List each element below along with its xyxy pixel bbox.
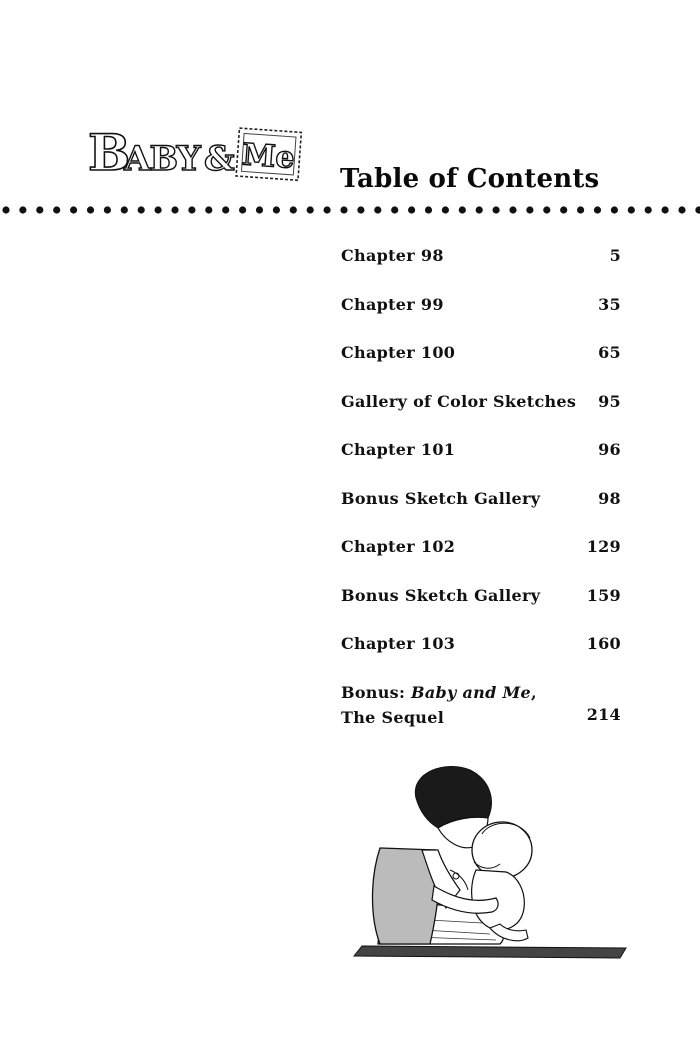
divider-dot (256, 206, 263, 213)
divider-dot (577, 206, 584, 213)
toc-entry (341, 246, 621, 295)
toc-entry-label: Bonus Sketch Gallery (341, 585, 541, 605)
bonus-prefix: Bonus: (341, 682, 412, 702)
divider-dot (19, 206, 26, 213)
logo-letter-b: B (88, 123, 131, 182)
toc-entry (341, 343, 621, 392)
divider-dot (543, 206, 550, 213)
divider-dot (509, 206, 516, 213)
divider-dot (273, 206, 280, 213)
divider-dot (408, 206, 415, 213)
divider-dot (239, 206, 246, 213)
baby-and-me-logo (86, 120, 306, 195)
divider-dot (678, 206, 685, 213)
toc-entry-page: 95 (598, 391, 621, 411)
toc-entry-label: Gallery of Color Sketches (341, 391, 577, 411)
divider-dot (205, 206, 212, 213)
toc-entry-label: Bonus Sketch Gallery (341, 488, 541, 508)
divider-dot (425, 206, 432, 213)
bonus-title-italic: Baby and Me (411, 682, 531, 702)
divider-dot (560, 206, 567, 213)
divider-dot (222, 206, 229, 213)
toc-entry-label: Chapter 102 (341, 537, 456, 556)
divider-dot (594, 206, 601, 213)
divider-dot (53, 206, 60, 213)
divider-dot (628, 206, 635, 213)
toc-entry (341, 489, 621, 538)
toc-entry-page: 98 (598, 488, 621, 508)
toc-entry (341, 634, 621, 683)
divider-dot (138, 206, 145, 213)
divider-dot (357, 206, 364, 213)
divider-dot (340, 206, 347, 213)
divider-dot (374, 206, 381, 213)
baby-head (472, 822, 532, 878)
divider-dot (2, 206, 9, 213)
logo-tag-text: Me (241, 137, 296, 176)
divider-dot (695, 206, 700, 213)
floor-mat (354, 946, 626, 958)
toc-entry-bonus (341, 683, 621, 743)
toc-entry-label: Chapter 101 (341, 440, 456, 459)
toc-entry-page: 129 (586, 537, 621, 556)
divider-dot (171, 206, 178, 213)
divider-dot (87, 206, 94, 213)
divider-dot (290, 206, 297, 213)
divider-dot (493, 206, 500, 213)
toc-entry-label (341, 680, 537, 730)
toc-entry-page: 214 (586, 704, 621, 724)
toc-entry-page: 35 (598, 294, 621, 314)
divider-dot (121, 206, 128, 213)
toc-entry-page: 160 (586, 634, 621, 653)
divider-dot (155, 206, 162, 213)
divider-dot (476, 206, 483, 213)
toc-entry (341, 586, 621, 635)
toc-entry (341, 440, 621, 489)
divider-dot (662, 206, 669, 213)
toc-entry (341, 295, 621, 344)
toc-entry-label: Chapter 99 (341, 294, 444, 314)
divider-dot (70, 206, 77, 213)
table-of-contents (341, 246, 621, 743)
logo-tag (236, 128, 301, 180)
toc-entry-page: 159 (586, 585, 621, 605)
bonus-line2: The Sequel (341, 707, 445, 727)
divider-dot (307, 206, 314, 213)
divider-dot (391, 206, 398, 213)
divider-dot (526, 206, 533, 213)
toc-entry-page: 65 (598, 343, 621, 362)
toc-entry (341, 537, 621, 586)
divider-dot (104, 206, 111, 213)
divider-dot (324, 206, 331, 213)
toc-entry-label: Chapter 103 (341, 634, 456, 653)
dotted-divider (0, 203, 700, 217)
divider-dot (459, 206, 466, 213)
divider-dot (36, 206, 43, 213)
page-title: Table of Contents (340, 164, 600, 194)
toc-entry (341, 392, 621, 441)
toc-entry-page: 5 (609, 246, 621, 265)
logo-letters-aby: ABY (124, 139, 200, 179)
toc-entry-page: 96 (598, 440, 621, 459)
toc-entry-label: Chapter 98 (341, 246, 444, 265)
divider-dot (611, 206, 618, 213)
logo-ampersand: & (204, 139, 235, 179)
parent-hugging-baby-illustration (350, 758, 630, 968)
divider-dot (645, 206, 652, 213)
bonus-suffix: , (530, 682, 537, 702)
toc-entry-label: Chapter 100 (341, 343, 456, 362)
divider-dot (442, 206, 449, 213)
divider-dot (188, 206, 195, 213)
